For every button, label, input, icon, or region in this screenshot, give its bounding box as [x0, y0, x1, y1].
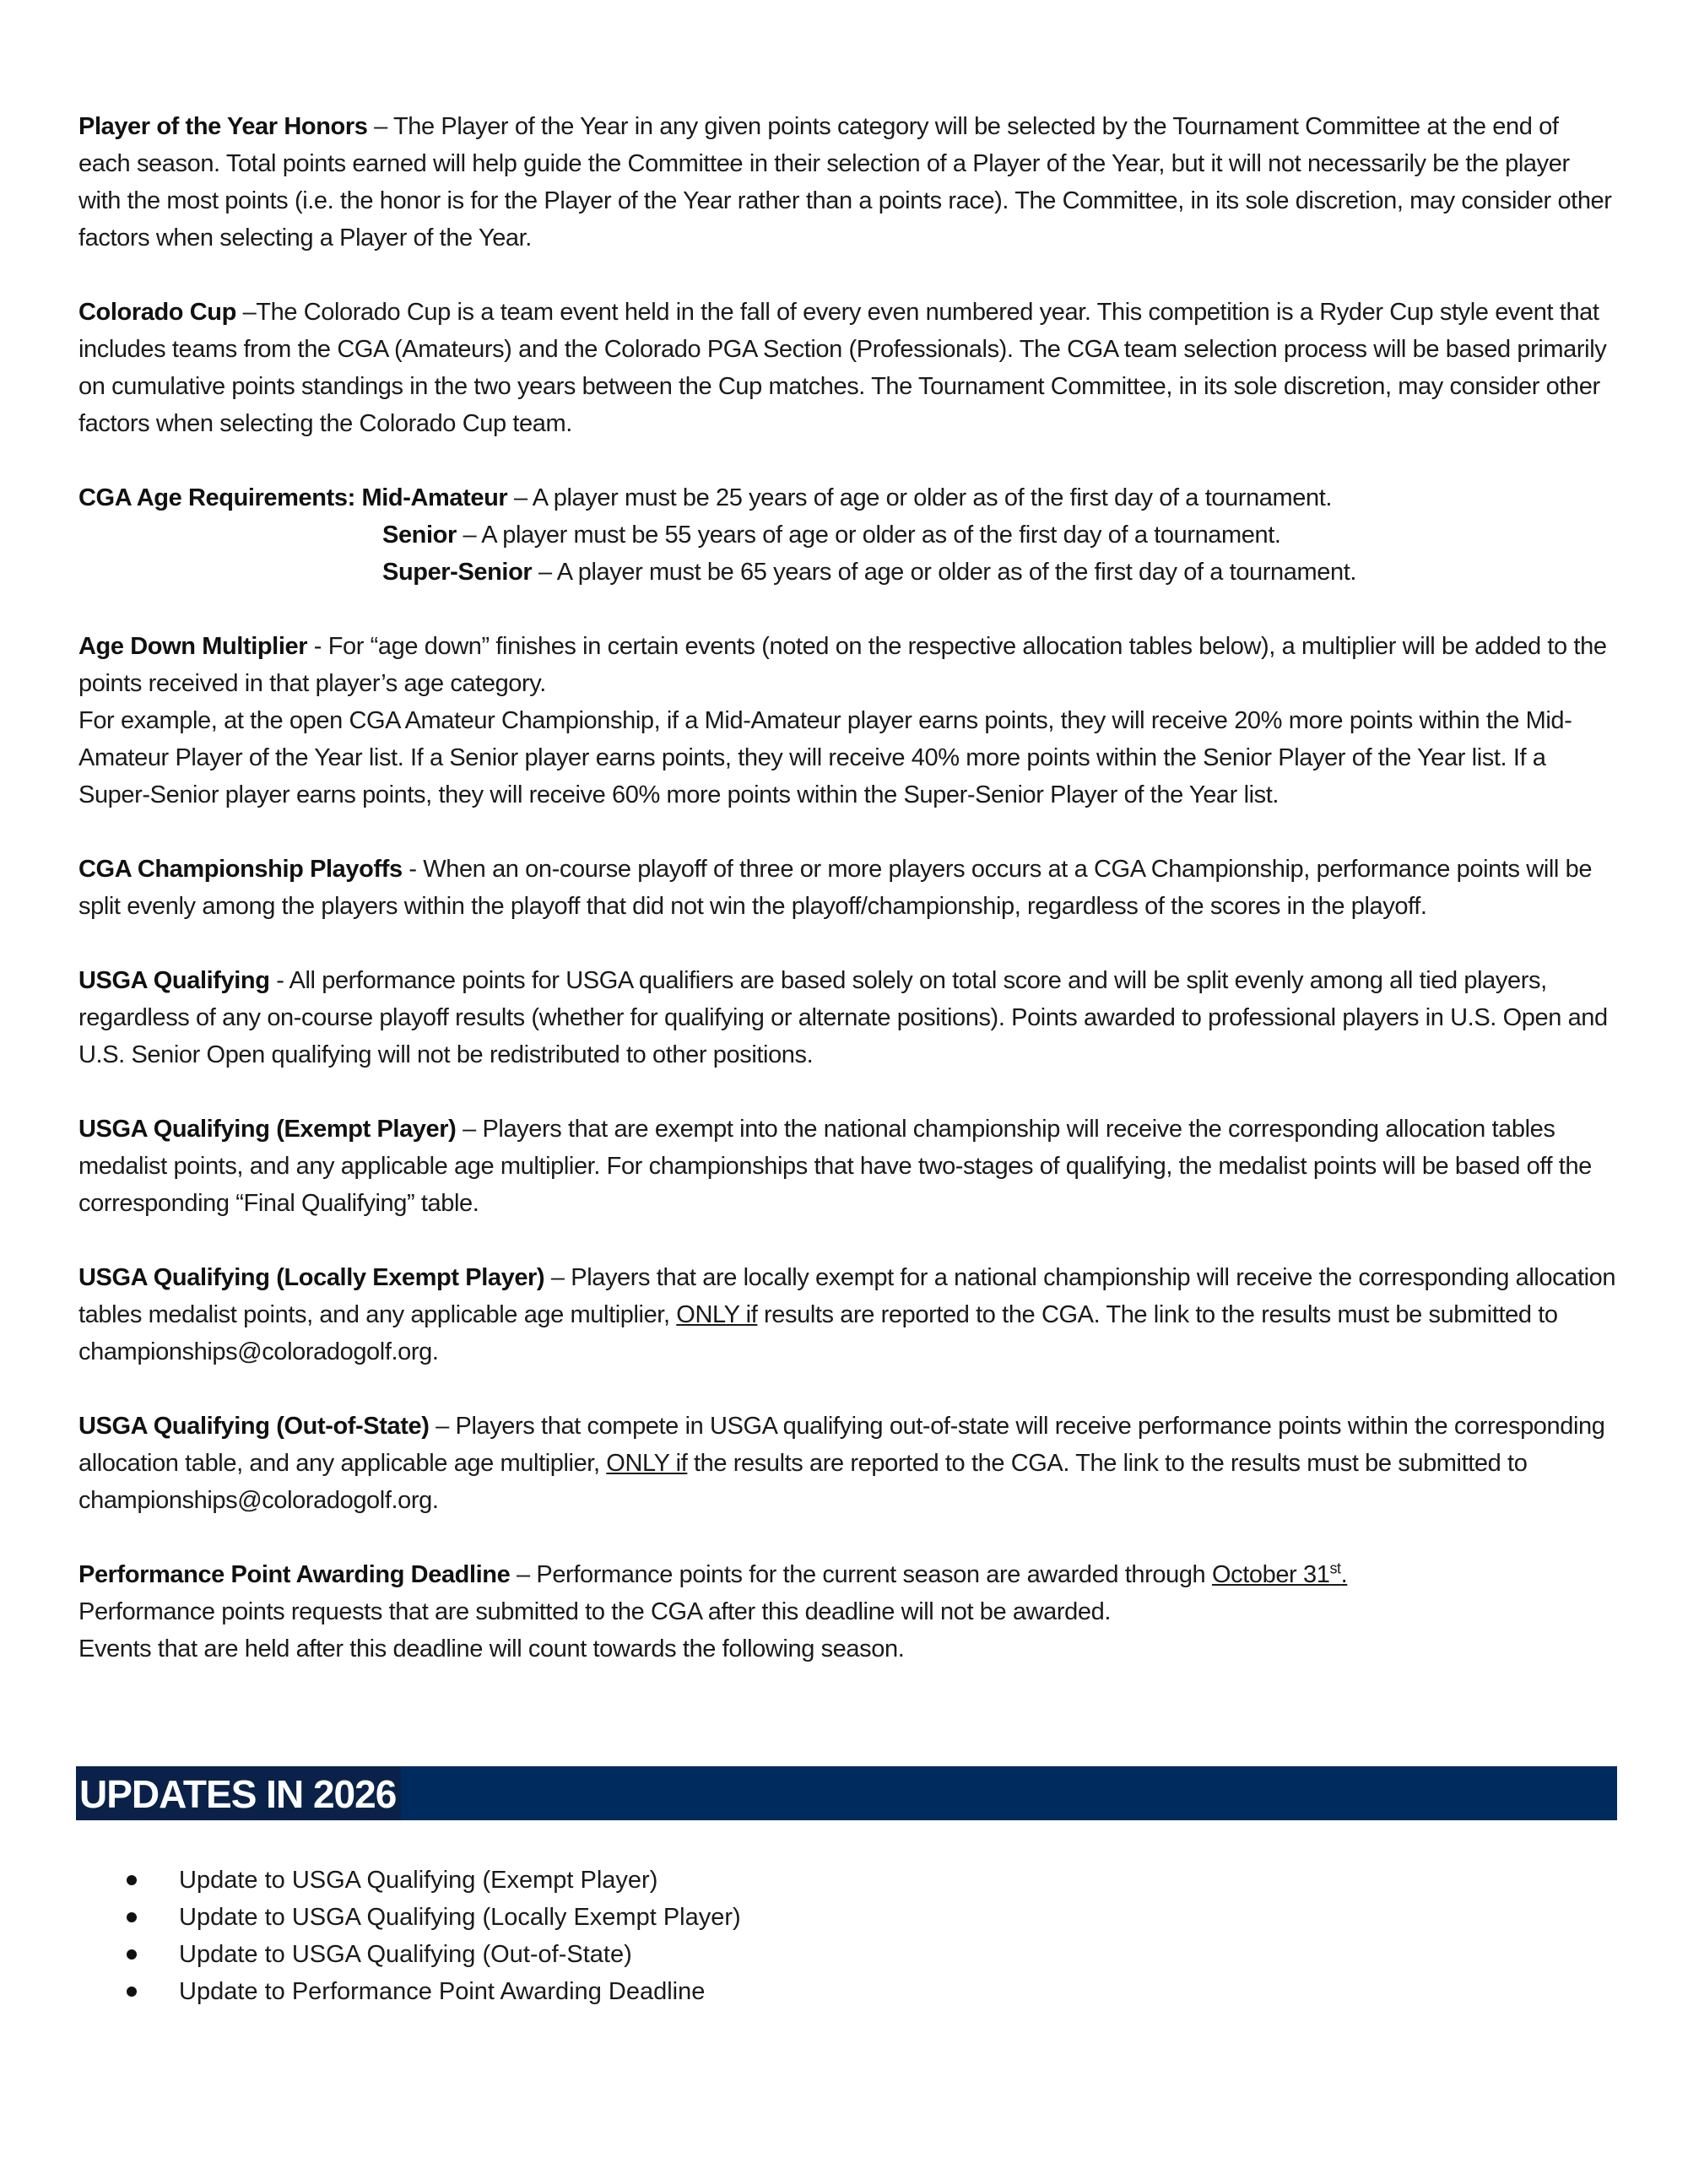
- section-text: - For “age down” finishes in certain events (noted on the respective allocation tables below), a multiplier will be added to the points received in that player’s age category.: [78, 633, 1607, 697]
- list-item-text: Update to USGA Qualifying (Locally Exempt Player): [179, 1904, 741, 1931]
- senior-label: Senior: [382, 522, 457, 549]
- exempt-player-section: [78, 1111, 1616, 1222]
- section-text: – Players that are locally exempt for a national championship will receive the corresponding allocation tables medalist points, and any applicable age multiplier,: [78, 1264, 1616, 1328]
- senior-requirement: [78, 516, 1616, 554]
- deadline-line-2: Performance points requests that are submitted to the CGA after this deadline will not be awarded.: [78, 1598, 1111, 1625]
- list-item-text: Update to USGA Qualifying (Exempt Player): [179, 1867, 658, 1894]
- list-item: [127, 1862, 741, 1899]
- senior-text: – A player must be 55 years of age or older as of the first day of a tournament.: [456, 522, 1281, 549]
- locally-exempt-section: [78, 1259, 1616, 1370]
- deadline-date: [1212, 1561, 1347, 1588]
- playoffs-section: [78, 851, 1616, 925]
- section-label: CGA Age Requirements: Mid-Amateur: [78, 484, 508, 511]
- updates-banner: [76, 1766, 1617, 1820]
- bullet-icon: [127, 1987, 137, 1997]
- colorado-cup-section: [78, 294, 1616, 442]
- section-label: Age Down Multiplier: [78, 633, 308, 660]
- age-requirements-section: [78, 479, 1616, 591]
- bullet-icon: [127, 1949, 137, 1960]
- section-text: – Players that are exempt into the national championship will receive the corresponding allocation tables medalist points, and any applicable age multiplier. For championships that have two-stages of qualifying, the medalist points will be based off the corresponding “Final Qualifying” table.: [78, 1116, 1592, 1217]
- section-text: - All performance points for USGA qualifiers are based solely on total score and will be split evenly among all tied players, regardless of any on-course playoff results (whether for qualifying or alternate positions). Points awarded to professional players in U.S. Open and U.S. Senior Open qualifying will not be redistributed to other positions.: [78, 967, 1608, 1068]
- deadline-date-text: October 31: [1211, 1561, 1330, 1588]
- document-body: [78, 108, 1616, 1705]
- section-text: – The Player of the Year in any given points category will be selected by the Tournament Committee at the end of each season. Total points earned will help guide the Committee in their selection of a Player of the Year, but it will not necessarily be the player with the most points (i.e. the honor is for the Player of the Year rather than a points race). The Committee, in its sole discretion, may consider other factors when selecting a Player of the Year.: [78, 113, 1612, 251]
- bullet-icon: [127, 1875, 137, 1885]
- section-label: USGA Qualifying (Locally Exempt Player): [78, 1264, 545, 1291]
- list-item: [127, 1973, 741, 2010]
- updates-list: [127, 1862, 741, 2010]
- only-if-emphasis: ONLY if: [606, 1450, 688, 1477]
- only-if-emphasis: ONLY if: [676, 1301, 758, 1328]
- section-text-end: results are reported to the CGA. The link to the results must be submitted to championships@coloradogolf.org.: [78, 1301, 1558, 1365]
- example-text: For example, at the open CGA Amateur Championship, if a Mid-Amateur player earns points, they will receive 20% more points within the Mid-Amateur Player of the Year list. If a Senior player earns points, they will receive 40% more points within the Senior Player of the Year list. If a Super-Senior player earns points, they will receive 60% more points within the Super-Senior Player of the Year list.: [78, 707, 1572, 808]
- player-of-year-section: [78, 108, 1616, 257]
- section-label: CGA Championship Playoffs: [78, 856, 403, 883]
- updates-title: UPDATES IN 2026: [76, 1766, 401, 1820]
- section-text: – Players that compete in USGA qualifying out-of-state will receive performance points within the corresponding allocation table, and any applicable age multiplier,: [78, 1413, 1605, 1477]
- usga-qualifying-section: [78, 962, 1616, 1073]
- bullet-icon: [127, 1912, 137, 1922]
- date-suffix: st: [1329, 1560, 1341, 1577]
- section-label: USGA Qualifying (Out-of-State): [78, 1413, 430, 1440]
- deadline-section: [78, 1556, 1616, 1668]
- section-text: –The Colorado Cup is a team event held in the fall of every even numbered year. This competition is a Ryder Cup style event that includes teams from the CGA (Amateurs) and the Colorado PGA Section (Professionals). The CGA team selection process will be based primarily on cumulative points standings in the two years between the Cup matches. The Tournament Committee, in its sole discretion, may consider other factors when selecting the Colorado Cup team.: [78, 299, 1607, 437]
- section-label: USGA Qualifying: [78, 967, 270, 994]
- section-text: - When an on-course playoff of three or more players occurs at a CGA Championship, performance points will be split evenly among the players within the playoff that did not win the playoff/championship, regardless of the scores in the playoff.: [78, 856, 1593, 920]
- list-item-text: Update to USGA Qualifying (Out-of-State): [179, 1941, 632, 1968]
- age-down-multiplier-section: [78, 628, 1616, 814]
- super-senior-requirement: [78, 554, 1616, 591]
- section-label: Player of the Year Honors: [78, 113, 368, 140]
- out-of-state-section: [78, 1408, 1616, 1519]
- super-senior-text: – A player must be 65 years of age or older as of the first day of a tournament.: [532, 559, 1357, 586]
- deadline-line-3: Events that are held after this deadline will count towards the following season.: [78, 1635, 905, 1662]
- list-item: [127, 1899, 741, 1936]
- section-text: – Performance points for the current season are awarded through: [510, 1561, 1212, 1588]
- section-label: Colorado Cup: [78, 299, 236, 326]
- super-senior-label: Super-Senior: [382, 559, 533, 586]
- section-text: – A player must be 25 years of age or older as of the first day of a tournament.: [507, 484, 1333, 511]
- section-label: Performance Point Awarding Deadline: [78, 1561, 511, 1588]
- section-label: USGA Qualifying (Exempt Player): [78, 1116, 457, 1143]
- list-item-text: Update to Performance Point Awarding Deadline: [179, 1978, 706, 2005]
- date-period: .: [1340, 1561, 1348, 1588]
- section-text-end: the results are reported to the CGA. The link to the results must be submitted to championships@coloradogolf.org.: [78, 1450, 1528, 1514]
- list-item: [127, 1936, 741, 1973]
